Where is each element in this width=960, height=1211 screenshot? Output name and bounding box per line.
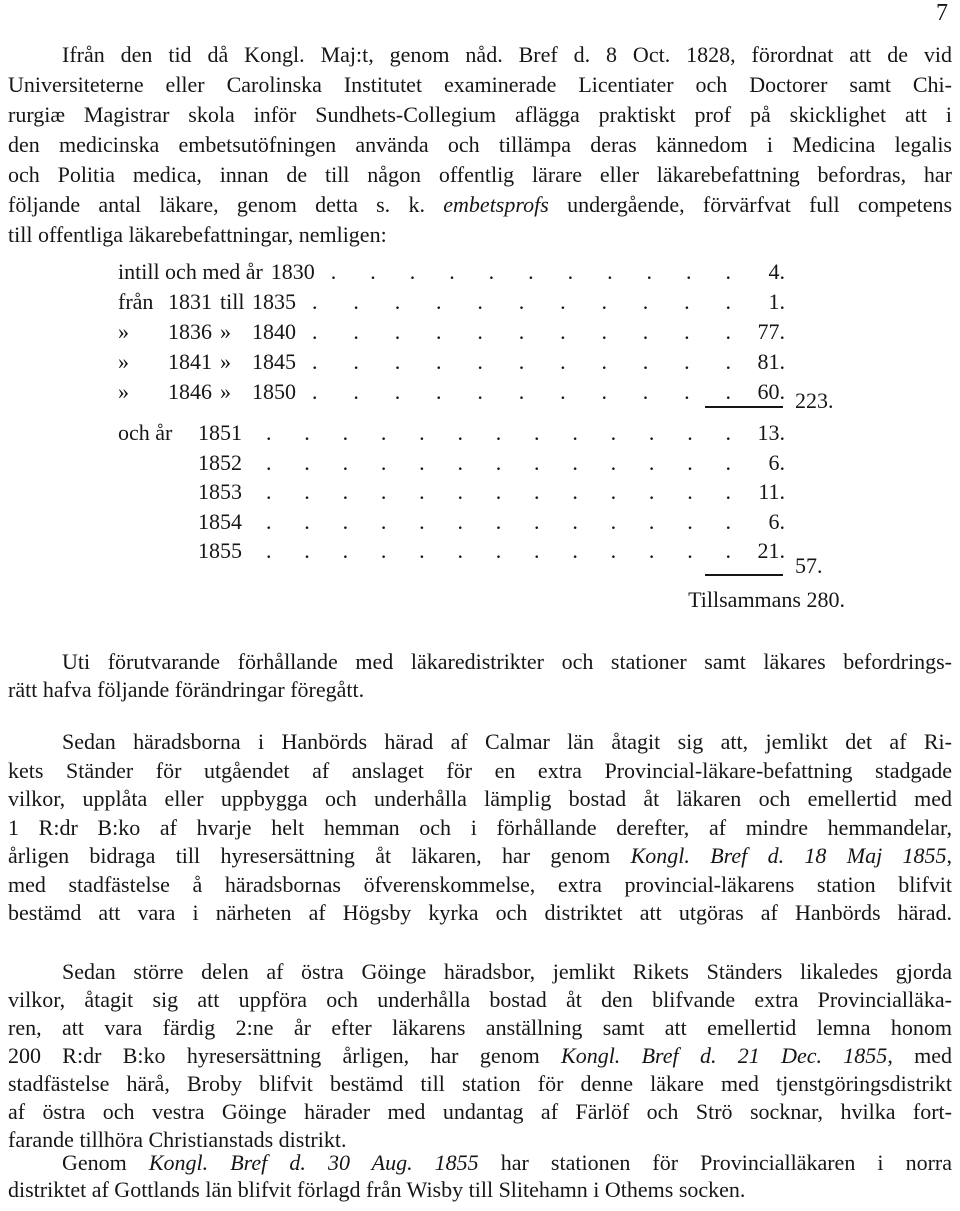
count-value: 13. (757, 420, 785, 445)
paragraph-line (8, 1149, 952, 1176)
paragraph-line: med stadfästelse å häradsbornas öfverenskommelse, extra provincial-läkarens station blifvit (8, 871, 952, 897)
line-text: , (946, 843, 952, 868)
italic-citation: Kongl. Bref d. 21 Dec. 1855 (561, 1043, 888, 1068)
count-value: 6. (768, 508, 785, 534)
paragraph-line: Sedan häradsborna i Hanbörds härad af Calmar län åtagit sig att, jemlikt det af Ri- (62, 729, 952, 754)
table-row (118, 317, 785, 347)
year-to: 1830 (270, 259, 315, 284)
paragraph-line (8, 1042, 952, 1070)
year: 1853 (198, 479, 242, 504)
year-to: 1840 (252, 319, 296, 344)
paragraph-line: stadfästelse härå, Broby blifvit bestämd till station för denne läkare med tjenstgöringsdistrikt (8, 1071, 952, 1096)
paragraph-line: bestämd att vara i närheten af Högsby kyrka och distriktet att utgöras af Hanbörds härad. (8, 900, 952, 925)
year-to: 1845 (252, 349, 296, 374)
row-lead: » (118, 349, 129, 374)
line-text: , med (887, 1043, 952, 1068)
dot-leader: . . . . . . . . . . . . . (266, 449, 731, 475)
paragraph-line: farande tillhöra Christianstads distrikt. (8, 1127, 347, 1152)
paragraph-line: till offentliga läkarebefattningar, nemligen: (8, 222, 387, 247)
row-connector: » (220, 349, 231, 374)
table-row (118, 287, 785, 317)
year: 1852 (198, 449, 242, 475)
paragraph-line: vilkor, åtagit sig att uppföra och underhålla bostad åt den blifvande extra Provincialläka- (8, 987, 952, 1012)
subtotal-rule (705, 574, 783, 576)
table-row (118, 448, 785, 478)
paragraph-line: den medicinska embetsutöfningen använda och tillämpa deras kännedom i Medicina legalis (8, 132, 952, 157)
paragraph-line: Uti förutvarande förhållande med läkaredistrikter och stationer samt läkares befordrings- (62, 649, 952, 674)
year: 1851 (198, 420, 242, 445)
dot-leader: . . . . . . . . . . . . . (266, 508, 731, 534)
grand-total (688, 585, 845, 615)
paragraph-line: rurgiæ Magistrar skola inför Sundhets-Collegium aflägga praktiskt prof på skicklighet att i (8, 102, 952, 127)
italic-term: embetsprofs (443, 192, 549, 217)
paragraph-3 (8, 728, 952, 928)
row-connector: » (220, 319, 231, 344)
paragraph-line: vilkor, upplåta eller uppbygga och underhålla lämplig bostad åt läkaren och emellertid med (8, 786, 952, 811)
paragraph-line (8, 842, 952, 871)
count-value: 11. (758, 479, 785, 504)
paragraph-line: Sedan större delen af östra Göinge häradsbor, jemlikt Rikets Ständers likaledes gjorda (62, 959, 952, 984)
row-lead-spacer (118, 448, 198, 478)
subtotal-rule (705, 406, 783, 408)
table-row (118, 536, 785, 566)
paragraph-line: Universiteterne eller Carolinska Institutet examinerade Licentiater och Doctorer samt Chi- (8, 72, 952, 97)
row-lead-spacer (118, 507, 198, 537)
row-lead-spacer (118, 536, 198, 566)
row-lead: intill och med år (118, 259, 263, 284)
table-row (118, 418, 785, 448)
table-row (118, 507, 785, 537)
year: 1855 (198, 538, 242, 563)
total-value: 280. (806, 587, 845, 612)
count-value: 1. (768, 289, 785, 314)
line-text: följande antal läkare, genom detta s. k. (8, 192, 425, 217)
dot-leader: . . . . . . . . . . . . . (266, 420, 731, 445)
dot-leader: . . . . . . . . . . . (312, 379, 731, 404)
row-lead: » (118, 319, 129, 344)
paragraph-line: distriktet af Gottlands län blifvit förlagd från Wisby till Slitehamn i Othems socken. (8, 1177, 746, 1202)
year-from: 1836 (168, 319, 212, 344)
dot-leader: . . . . . . . . . . . . . (266, 479, 731, 504)
paragraph-2 (8, 648, 952, 704)
dot-leader: . . . . . . . . . . . (312, 319, 731, 344)
dot-leader: . . . . . . . . . . . (312, 349, 731, 374)
line-text: 200 R:dr B:ko hyresersättning årligen, har genom (8, 1043, 540, 1068)
count-value: 77. (757, 319, 785, 344)
paragraph-line: rätt hafva följande förändringar föregått. (8, 677, 365, 702)
subtotal-value: 223. (795, 388, 834, 413)
count-value: 6. (768, 449, 785, 475)
paragraph-1 (8, 40, 952, 250)
line-text: har stationen för Provincialläkaren i norra (500, 1150, 952, 1175)
row-connector: » (220, 379, 231, 404)
year: 1854 (198, 508, 242, 534)
paragraph-4 (8, 958, 952, 1154)
year-from: 1831 (168, 289, 212, 314)
dot-leader: . . . . . . . . . . . (330, 259, 731, 284)
row-connector: till (220, 289, 245, 314)
table-row (118, 377, 785, 407)
year-from: 1841 (168, 349, 212, 374)
count-value: 4. (768, 259, 785, 284)
row-lead: » (118, 379, 129, 404)
dot-leader: . . . . . . . . . . . . . (266, 538, 731, 563)
table-row (118, 477, 785, 507)
paragraph-line: och Politia medica, innan de till någon offentlig lärare eller läkarebefattning befordras, har (8, 162, 952, 187)
year-from: 1846 (168, 379, 212, 404)
paragraph-line (8, 190, 952, 220)
period-table-2 (118, 418, 785, 566)
row-lead: från (118, 289, 154, 314)
count-value: 60. (757, 379, 785, 404)
year-to: 1850 (252, 379, 296, 404)
italic-citation: Kongl. Bref d. 18 Maj 1855 (630, 843, 947, 868)
paragraph-line: Ifrån den tid då Kongl. Maj:t, genom nåd. Bref d. 8 Oct. 1828, förordnat att de vid (62, 42, 952, 67)
dot-leader: . . . . . . . . . . . (312, 289, 731, 314)
paragraph-5 (8, 1149, 952, 1203)
table-row (118, 257, 785, 287)
row-lead: och år (118, 420, 173, 445)
year-to: 1835 (252, 289, 296, 314)
count-value: 21. (757, 538, 785, 563)
subtotal-value: 57. (795, 553, 823, 578)
paragraph-line: 1 R:dr B:ko af hvarje helt hemman och i förhållande derefter, af mindre hemmandelar, (8, 814, 952, 840)
row-lead-spacer (118, 477, 198, 507)
total-label: Tillsammans (688, 587, 801, 612)
page-number: 7 (936, 0, 948, 26)
paragraph-line: ren, att vara färdig 2:ne år efter läkarens anställning samt att emellertid lemna honom (8, 1015, 952, 1040)
paragraph-line: kets Ständer för utgåendet af anslaget för en extra Provincial-läkare-befattning stadgade (8, 757, 952, 783)
table-row (118, 347, 785, 377)
italic-citation: Kongl. Bref d. 30 Aug. 1855 (148, 1150, 479, 1175)
paragraph-line: af östra och vestra Göinge härader med undantag af Färlöf och Strö socknar, hvilka fort- (8, 1099, 952, 1124)
line-text: årligen bidraga till hyresersättning åt läkaren, har genom (8, 843, 611, 868)
line-text: Genom (62, 1150, 127, 1175)
period-table-1 (118, 257, 785, 407)
line-text: undergående, förvärfvat full competens (567, 192, 952, 217)
count-value: 81. (757, 349, 785, 374)
